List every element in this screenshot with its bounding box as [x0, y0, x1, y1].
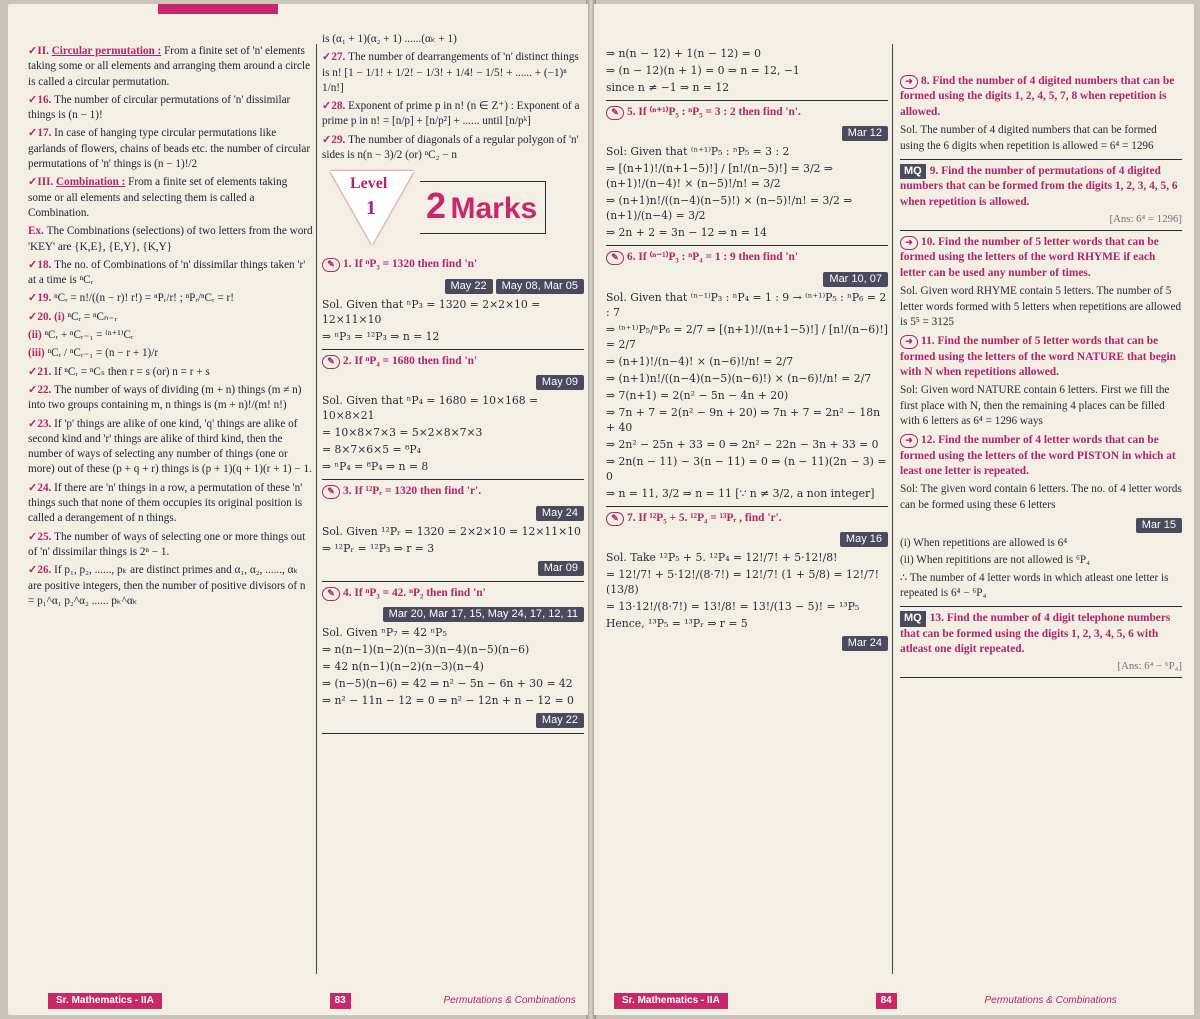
item-text: If ⁿCᵣ = ⁿCₛ then r = s (or) n = r + s	[54, 365, 210, 378]
exam-tag: May 09	[536, 375, 584, 390]
solution-line: ⇒ [(n+1)!/(n+1−5)!] / [n!/(n−5)!] = 3/2 ⇒ (n+1)!/(n−4)! × (n−5)!/n! = 3/2	[606, 162, 833, 191]
problem-question	[606, 511, 888, 526]
item-text: In case of hanging type circular permutations like garlands of flowers, chains of beads etc. the number of circular permutations of 'n' things is (n − 1)!/2	[28, 127, 311, 171]
exam-tag: Mar 20, Mar 17, 15, May 24, 17, 12, 11	[383, 607, 584, 622]
solution-line: (i) When repetitions are allowed is 6⁴	[900, 537, 1068, 550]
item-number: ✓21.	[28, 365, 55, 378]
solution-line: ∴ The number of 4 letter words in which atleast one letter is repeated is 6⁴ − ⁶P₄	[900, 571, 1169, 599]
item-text: Exponent of prime p in n! (n ∈ Z⁺) : Exponent of a prime p in n! = [n/p] + [n/p²] + ...... until [n/pᵏ]	[322, 100, 580, 128]
solution-line: ⇒ n(n−1)(n−2)(n−3)(n−4)(n−5)(n−6)	[322, 643, 530, 656]
item-text: is (α₁ + 1)(α₂ + 1) ......(αₖ + 1)	[322, 33, 457, 45]
solution-line: = 12!/7! + 5·12!/(8·7!) = 12!/7! (1 + 5/8) = 12!/7! (13/8)	[606, 568, 879, 597]
item-number: ✓29.	[322, 133, 349, 146]
solution-line: ⇒ 7(n+1) = 2(n² − 5n − 4n + 20)	[606, 388, 789, 402]
solution-line: ⇒ ⁿP₄ = ⁸P₄ ⇒ n = 8	[322, 460, 429, 474]
formula-item	[322, 32, 584, 47]
answer-text: [Ans: 6⁴ − ⁶P₄]	[1117, 660, 1182, 673]
exam-tags	[606, 529, 888, 547]
solution-line: ⇒ n = 11, 3/2 ⇒ n = 11 [∵ n ≠ 3/2, a non integer]	[606, 486, 875, 500]
exam-tag: May 08, Mar 05	[496, 279, 584, 294]
item-number: ✓25.	[28, 530, 55, 543]
solution-line: ⇒ n(n − 12) + 1(n − 12) = 0	[606, 47, 762, 60]
item-number: ✓18.	[28, 258, 55, 271]
solution-line: Sol. Given ¹²Pᵣ = 1320 = 2×2×10 = 12×11×10	[322, 524, 581, 538]
formula-item	[28, 258, 313, 289]
item-number: ✓28.	[322, 100, 349, 113]
item-text: The number of ways of dividing (m + n) things (m ≠ n) into two groups containing m, n things is (m + n)!/(m! n!)	[28, 383, 302, 412]
item-number: ✓19.	[28, 292, 55, 305]
formula-item	[322, 50, 584, 96]
formula-item	[28, 563, 313, 609]
solution-line: ⇒ 7n + 7 = 2(n² − 9n + 20) ⇒ 7n + 7 = 2n² − 18n + 40	[606, 405, 881, 434]
problem-question	[322, 257, 584, 272]
item-number: ✓16.	[28, 93, 55, 106]
item-text: The number of ways of selecting one or more things out of 'n' dissimilar things is 2ⁿ − 1.	[28, 530, 306, 558]
left-column-formulas	[28, 44, 313, 969]
footer-page-number: 83	[330, 993, 351, 1009]
solution-line: ⇒ ⁽ⁿ⁺¹⁾P₅/ⁿP₆ = 2/7 ⇒ [(n+1)!/(n+1−5)!] / [n!/(n−6)!] = 2/7	[606, 322, 888, 351]
formula-item	[28, 346, 313, 361]
level-number: 1	[366, 197, 376, 220]
right-page	[594, 4, 1194, 1015]
column-divider	[892, 44, 893, 974]
exam-tags	[900, 515, 1182, 533]
pen-icon: ✎	[606, 251, 624, 265]
exam-tags	[322, 503, 584, 521]
section-divider	[900, 677, 1182, 678]
pen-icon: ✎	[606, 106, 624, 120]
pen-icon: ✎	[322, 258, 340, 272]
formula-item	[28, 481, 313, 527]
question-text: 13. Find the number of 4 digit telephone numbers that can be formed using the digits 1, 2, 3, 4, 5, 6 with atleast one digit repeated.	[900, 612, 1171, 656]
item-text: The number of circular permutations of 'n' dissimilar things is (n − 1)!	[28, 93, 291, 122]
formula-item	[28, 530, 313, 561]
question-text: 8. Find the number of 4 digited numbers that can be formed using the digits 1, 2, 4, 5, 7, 8 when repetition is allowed.	[900, 75, 1175, 118]
formula-item	[28, 126, 313, 172]
exam-tags	[606, 633, 888, 651]
exam-tags	[322, 558, 584, 576]
question-text: 7. If ¹²P₅ + 5. ¹²P₄ = ¹³Pᵣ , find 'r'.	[627, 511, 782, 524]
formula-item	[28, 93, 313, 124]
solution-line: Sol. Given word RHYME contain 5 letters. The number of 5 letter words formed with 5 letters when repetitions are allowed is 5⁵ = 3125	[900, 285, 1182, 328]
exam-tag: May 22	[536, 713, 584, 728]
solution-line: (ii) When repititions are not allowed is ⁶P₄	[900, 554, 1090, 567]
problem-question	[900, 433, 1182, 479]
question-text: 12. Find the number of 4 letter words that can be formed using the letters of the word PISTON in which at least one letter is repeated.	[900, 434, 1176, 478]
right-page-left-column	[606, 46, 888, 966]
solution-line: ⇒ (n+1)n!/((n−4)(n−5)!) × (n−5)!/n! = 3/2 ⇒ (n+1)/(n−4) = 3/2	[606, 194, 853, 223]
solution-line: since n ≠ −1 ⇒ n = 12	[606, 81, 730, 94]
item-text: ⁿCᵣ / ⁿCᵣ₋₁ = (n − r + 1)/r	[47, 347, 159, 360]
mq-badge: MQ	[900, 611, 926, 626]
solution-line: Sol: Given word NATURE contain 6 letters. First we fill the first place with N, then the remaining 4 places can be filled with 6 letters as 6⁴ = 1296 ways	[900, 384, 1170, 427]
formula-item	[28, 175, 313, 221]
marks-label: 2 Marks	[420, 181, 546, 234]
top-color-bar	[158, 4, 278, 14]
formula-item	[28, 310, 313, 325]
solution-line: Sol. Given ⁿP₇ = 42 ⁿP₅	[322, 626, 447, 639]
arrow-icon: ➜	[900, 434, 918, 448]
item-text: ⁿCᵣ = n!/((n − r)! r!) = ⁿPᵣ/r! ; ⁿPᵣ/ⁿCᵣ = r!	[54, 292, 234, 305]
problem-question	[900, 334, 1182, 380]
section-divider	[606, 245, 888, 246]
mq-badge: MQ	[900, 164, 926, 179]
solution-line: Sol. Take ¹²P₅ + 5. ¹²P₄ = 12!/7! + 5·12!/8!	[606, 551, 838, 565]
problem-question	[606, 250, 888, 265]
exam-tag: Mar 09	[538, 561, 584, 576]
exam-tag: May 24	[536, 506, 584, 521]
question-text: 3. If ¹²Pᵣ = 1320 then find 'r'.	[343, 485, 482, 498]
exam-tags	[606, 269, 888, 287]
formula-item	[28, 328, 313, 343]
footer-chapter: Permutations & Combinations	[984, 995, 1117, 1006]
solution-line: ⇒ (n+1)n!/((n−4)(n−5)(n−6)!) × (n−6)!/n! = 2/7	[606, 371, 872, 385]
pen-icon: ✎	[322, 355, 340, 369]
answer-text: [Ans: 6⁴ = 1296]	[1109, 213, 1182, 226]
exam-tag: Mar 12	[842, 126, 888, 141]
section-divider	[322, 581, 584, 582]
item-text: ⁿCᵣ = ⁿCₙ₋ᵣ	[67, 310, 117, 323]
footer-page-number: 84	[876, 993, 897, 1009]
column-divider	[316, 44, 317, 974]
item-text: If there are 'n' things in a row, a permutation of these 'n' things such that none of them occupies its original position is called a derangement of n things.	[28, 481, 303, 525]
solution-line: ⇒ 2n(n − 11) − 3(n − 11) = 0 ⇒ (n − 11)(2n − 3) = 0	[606, 454, 887, 483]
item-text: The no. of Combinations of 'n' dissimilar things taken 'r' at a time is ⁿCᵣ	[28, 258, 306, 287]
problem-question	[900, 235, 1182, 281]
left-page	[8, 4, 588, 1015]
item-text: If 'p' things are alike of one kind, 'q' things are alike of second kind and 'r' things are alike of third kind, then the number of ways of selecting any number of things (one or more) out of these (p + q + r) things is (p + 1)(q + 1)(r + 1) − 1.	[28, 417, 312, 476]
item-text: From a finite set of 'n' elements taking some or all elements and arranging them around a circle is called a circular permutation.	[28, 45, 311, 88]
item-text: The Combinations (selections) of two letters from the word 'KEY' are {K,E}, {E,Y}, {K,Y}	[28, 225, 313, 253]
exam-tag: May 22	[445, 279, 493, 294]
exam-tags	[322, 372, 584, 390]
question-text: 4. If ⁿP₃ = 42. ⁿP₂ then find 'n'	[343, 586, 486, 599]
formula-item	[28, 417, 313, 478]
exam-tag: Mar 15	[1136, 518, 1182, 533]
right-page-right-column	[900, 70, 1182, 990]
left-footer	[48, 993, 588, 1009]
solution-line: = 42 n(n−1)(n−2)(n−3)(n−4)	[322, 660, 484, 673]
solution-line: Sol. The number of 4 digited numbers that can be formed using the 6 digits when repetition is allowed = 6⁴ = 1296	[900, 124, 1157, 152]
solution-line: ⇒ ¹²Pᵣ = ¹²P₃ ⇒ r = 3	[322, 541, 435, 555]
item-text: From a finite set of elements taking some or all elements and selecting them is called a Combination.	[28, 176, 288, 219]
item-text: ⁿCᵣ + ⁿCᵣ₋₁ = ⁽ⁿ⁺¹⁾Cᵣ	[44, 329, 134, 342]
question-text: 5. If ⁽ⁿ⁺¹⁾P₅ : ⁿP₅ = 3 : 2 then find 'n'.	[627, 106, 801, 118]
solution-line: ⇒ (n − 12)(n + 1) = 0 ⇒ n = 12, −1	[606, 64, 800, 77]
exam-tags	[322, 710, 584, 728]
solution-line: Sol: Given that ⁽ⁿ⁺¹⁾P₅ : ⁿP₅ = 3 : 2	[606, 145, 790, 159]
footer-chapter: Permutations & Combinations	[443, 995, 576, 1006]
pen-icon: ✎	[322, 485, 340, 499]
question-text: 1. If ⁿP₃ = 1320 then find 'n'	[343, 258, 478, 271]
exam-tag: May 16	[840, 532, 888, 547]
item-number: ✓23.	[28, 417, 55, 430]
formula-item	[28, 383, 313, 414]
mq-question	[900, 164, 1182, 210]
arrow-icon: ➜	[900, 75, 918, 89]
section-divider	[900, 230, 1182, 231]
solution-line: Sol. Given that ⁽ⁿ⁻¹⁾P₃ : ⁿP₄ = 1 : 9 → ⁽ⁿ⁺¹⁾P₅ : ⁿP₆ = 2 : 7	[606, 290, 887, 319]
item-number: ✓27.	[322, 51, 349, 64]
exam-tags	[322, 276, 584, 294]
solution-line: ⇒ (n+1)!/(n−4)! × (n−6)!/n! = 2/7	[606, 354, 794, 368]
solution-line: Sol. Given that ⁿP₃ = 1320 = 2×2×10 = 12×11×10	[322, 297, 541, 326]
item-heading: Circular permutation :	[51, 45, 162, 57]
question-text: 9. Find the number of permutations of 4 digited numbers that can be formed from the digits 1, 2, 3, 4, 5, 6 when repetition is allowed.	[900, 164, 1178, 208]
item-number: Ex.	[28, 225, 47, 238]
section-divider	[322, 733, 584, 734]
solution-line: ⇒ 2n + 2 = 3n − 12 ⇒ n = 14	[606, 226, 767, 240]
solution-line: ⇒ ⁿP₃ = ¹²P₃ ⇒ n = 12	[322, 329, 440, 343]
problem-question	[322, 354, 584, 369]
pen-icon: ✎	[322, 587, 340, 601]
item-text: The number of dearrangements of 'n' distinct things is n! [1 − 1/1! + 1/2! − 1/3! + 1/4! − 1/5! + ...... + (−1)ⁿ 1/n!]	[322, 51, 579, 94]
section-divider	[606, 100, 888, 101]
solution-line: Sol: The given word contain 6 letters. The no. of 4 letter words can be formed using these 6 letters	[900, 483, 1182, 511]
solution-line: Hence, ¹³P₅ = ¹³Pᵣ ⇒ r = 5	[606, 617, 748, 631]
problem-question	[900, 74, 1182, 120]
exam-tag: Mar 10, 07	[823, 272, 888, 287]
solution-line: = 8×7×6×5 = ⁸P₄	[322, 443, 421, 457]
formula-item	[322, 99, 584, 130]
formula-item	[28, 291, 313, 306]
question-text: 11. Find the number of 5 letter words that can be formed using the letters of the word NATURE that begin with N when repetitions allowed.	[900, 335, 1176, 378]
right-footer	[614, 993, 1184, 1009]
problem-question	[322, 586, 584, 601]
section-divider	[606, 506, 888, 507]
item-number: ✓24.	[28, 481, 55, 494]
solution-line: Sol. Given that ⁿP₄ = 1680 = 10×168 = 10×8×21	[322, 394, 539, 423]
formula-item	[28, 224, 313, 255]
footer-book-title: Sr. Mathematics - IIA	[48, 993, 162, 1009]
exam-tags	[606, 123, 888, 141]
formula-item	[28, 44, 313, 90]
item-number: (ii)	[28, 329, 45, 342]
solution-line: ⇒ (n−5)(n−6) = 42 ⇒ n² − 5n − 6n + 30 = 42	[322, 677, 573, 690]
item-number: ✓22.	[28, 383, 55, 396]
item-number: ✓20. (i)	[28, 310, 68, 323]
footer-book-title: Sr. Mathematics - IIA	[614, 993, 728, 1009]
solution-line: = 13·12!/(8·7!) = 13!/8! = 13!/(13 − 5)! = ¹³P₅	[606, 600, 860, 614]
problem-question	[322, 484, 584, 499]
section-divider	[900, 159, 1182, 160]
pen-icon: ✎	[606, 512, 624, 526]
item-number: ✓III.	[28, 176, 57, 189]
exam-tag: Mar 24	[842, 636, 888, 651]
level-label: Level	[350, 175, 388, 193]
arrow-icon: ➜	[900, 335, 918, 349]
formula-item	[28, 365, 313, 380]
section-divider	[322, 349, 584, 350]
formula-item	[322, 133, 584, 164]
section-divider	[900, 606, 1182, 607]
mq-question	[900, 611, 1182, 657]
item-text: The number of diagonals of a regular polygon of 'n' sides is n(n − 3)/2 (or) ⁿC₂ − n	[322, 133, 579, 162]
exam-tags	[322, 604, 584, 622]
right-column-problems	[322, 32, 584, 962]
item-number: ✓II.	[28, 45, 52, 57]
item-number: ✓17.	[28, 127, 55, 140]
item-number: ✓26.	[28, 564, 55, 577]
solution-line: ⇒ 2n² − 25n + 33 = 0 ⇒ 2n² − 22n − 3n + 33 = 0	[606, 437, 879, 451]
item-text: If p₁, p₂, ......, pₖ are distinct primes and α₁, α₂, ......, αₖ are positive integers, then the number of positive divisors of n = p₁^α₁ p₂^α₂ ...... pₖ^αₖ	[28, 564, 306, 607]
arrow-icon: ➜	[900, 236, 918, 250]
question-text: 6. If ⁽ⁿ⁻¹⁾P₃ : ⁿP₄ = 1 : 9 then find 'n'	[627, 251, 799, 264]
solution-line: ⇒ n² − 11n − 12 = 0 ⇒ n² − 12n + n − 12 = 0	[322, 694, 574, 707]
solution-line: = 10×8×7×3 = 5×2×8×7×3	[322, 426, 483, 440]
item-heading: Combination :	[56, 176, 126, 189]
problem-question	[606, 105, 888, 120]
level-marks-banner	[322, 169, 584, 253]
question-text: 2. If ⁿP₄ = 1680 then find 'n'	[343, 354, 478, 367]
item-number: (iii)	[28, 347, 48, 360]
section-divider	[322, 479, 584, 480]
question-text: 10. Find the number of 5 letter words that can be formed using the letters of the word RHYME if each letter can be used any number of times.	[900, 236, 1159, 279]
